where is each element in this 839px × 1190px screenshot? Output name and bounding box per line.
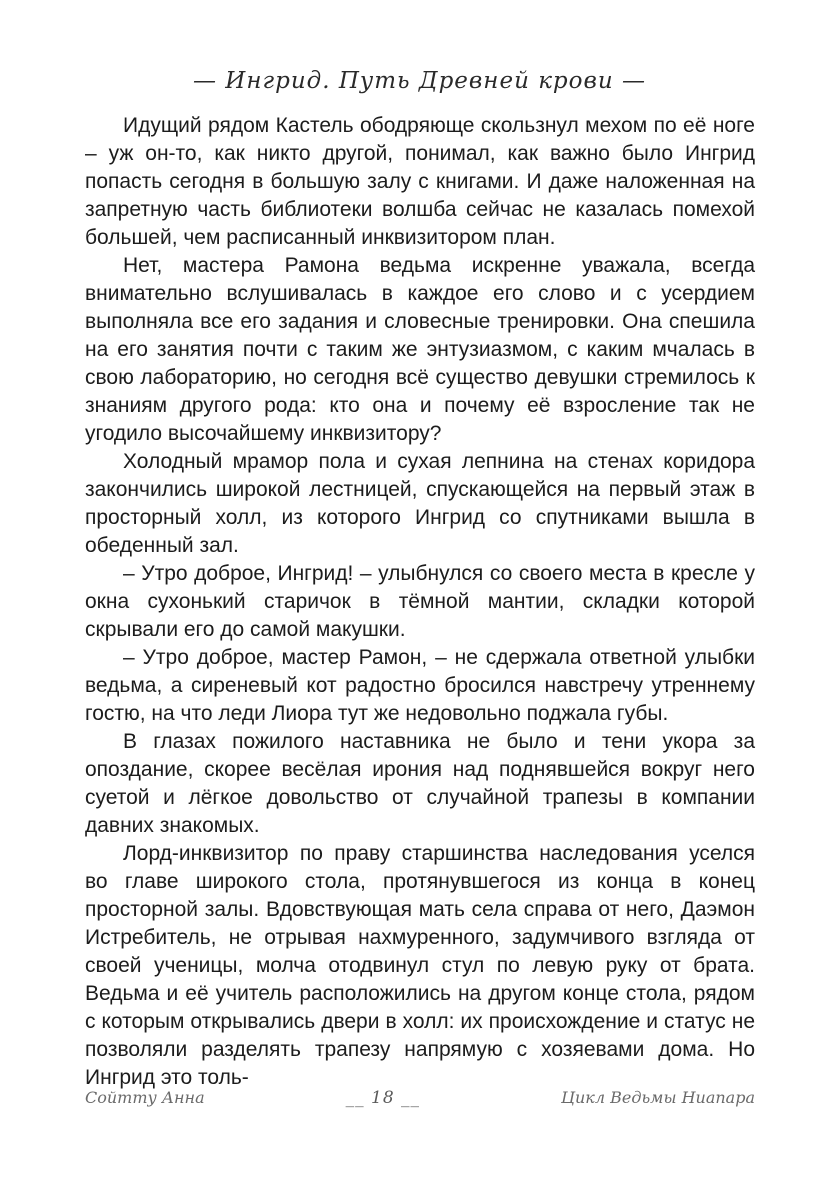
paragraph-dialogue: – Утро доброе, мастер Рамон, – не сдержала ответной улыбки ведьма, а сиреневый кот радостно бросился навстречу утреннему гостю, на что леди Лиора тут же недовольно поджала губы. [85,646,755,725]
footer-page-number: __ 18 __ [345,1088,421,1108]
paragraph: В глазах пожилого наставника не было и тени укора за опоздание, скорее весёлая ирония над поднявшейся вокруг него суетой и лёгкое довольство от случайной трапезы в компании давних знакомых. [85,730,755,837]
body-text [85,112,755,1092]
footer-series: Цикл Ведьмы Ниапара [561,1088,755,1107]
paragraph-dialogue: – Утро доброе, Ингрид! – улыбнулся со своего места в кресле у окна сухонький старичок в тёмной мантии, складки которой скрывали его до самой макушки. [85,562,755,641]
paragraph: Нет, мастера Рамона ведьма искренне уважала, всегда внимательно вслушивалась в каждое его слово и с усердием выполняла все его задания и словесные тренировки. Она спешила на его занятия почти с таким же энтузиазмом, с каким мчалась в свою лабораторию, но сегодня всё существо девушки стремилось к знаниям другого рода: кто она и почему её взросление так не угодило высочайшему инквизитору? [85,254,755,445]
paragraph: Лорд-инквизитор по праву старшинства наследования уселся во главе широкого стола, протянувшегося из конца в конец просторной залы. Вдовствующая мать села справа от него, Даэмон Истребитель, не отрывая нахмуренного, задумчивого взгляда от своей ученицы, молча отодвинул стул по левую руку от брата. Ведьма и её учитель расположились на другом конце стола, рядом с которым открывались двери в холл: их происхождение и статус не позволяли разделять трапезу напрямую с хозяевами дома. Но Ингрид это толь- [85,842,755,1089]
paragraph: Идущий рядом Кастель ободряюще скользнул мехом по её ноге – уж он-то, как никто другой, понимал, как важно было Ингрид попасть сегодня в большую залу с книгами. И даже наложенная на запретную часть библиотеки волшба сейчас не казалась помехой большей, чем расписанный инквизитором план. [85,114,755,249]
page-footer [85,1088,755,1108]
running-header: — Ингрид. Путь Древней крови — [192,68,647,94]
footer-author: Сойтту Анна [85,1088,205,1107]
paragraph: Холодный мрамор пола и сухая лепнина на стенах коридора закончились широкой лестницей, спускающейся на первый этаж в просторный холл, из которого Ингрид со спутниками вышла в обеденный зал. [85,450,755,557]
